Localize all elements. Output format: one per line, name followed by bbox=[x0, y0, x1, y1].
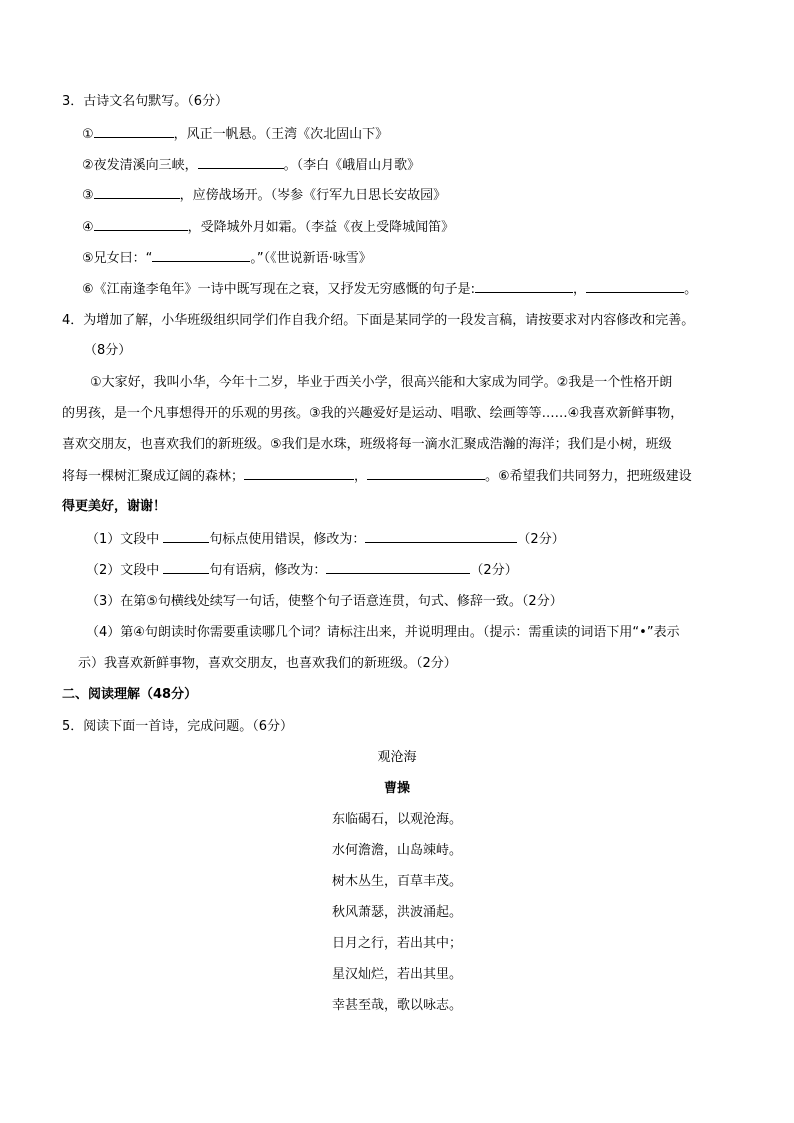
poem-title: 观沧海 bbox=[377, 750, 417, 765]
q3-heading: 3．古诗文名句默写。（6分） bbox=[62, 94, 229, 109]
q3-item-1 bbox=[82, 125, 388, 144]
answer-blank[interactable] bbox=[326, 561, 470, 574]
q3-item-2-pre: ②夜发清溪向三峡， bbox=[82, 158, 198, 173]
answer-blank[interactable] bbox=[163, 561, 209, 574]
answer-blank[interactable] bbox=[94, 186, 180, 199]
q3-item-5-pre: ⑤兄女曰：“ bbox=[82, 251, 153, 266]
poem-line: 水何澹澹，山岛竦峙。 bbox=[331, 843, 462, 858]
q3-item-6 bbox=[82, 280, 697, 299]
answer-blank[interactable] bbox=[586, 280, 684, 293]
q4-sub-4-cont: 示）我喜欢新鲜事物，喜欢交朋友，也喜欢我们的新班级。（2分） bbox=[78, 656, 457, 671]
q4-sub-4: （4）第④句朗读时你需要重读哪几个词？请标注出来，并说明理由。（提示：需重读的词语下用“•”表示 bbox=[86, 625, 680, 640]
section-heading: 二、阅读理解（48分） bbox=[62, 687, 198, 702]
q3-item-6-post: 。 bbox=[684, 282, 698, 297]
q3-item-2-post: 。（李白《峨眉山月歌》 bbox=[283, 158, 421, 173]
q4-para-line-5: 得更美好，谢谢！ bbox=[62, 499, 167, 514]
q4-para-line-2: 的男孩，是一个凡事想得开的乐观的男孩。③我的兴趣爱好是运动、唱歌、绘画等等……④我喜欢新鲜事物， bbox=[62, 406, 684, 421]
q3-item-3-pre: ③ bbox=[82, 188, 94, 203]
q3-item-5 bbox=[82, 249, 372, 268]
q3-item-6-pre: ⑥《江南逢李龟年》一诗中既写现在之衰，又抒发无穷感慨的句子是: bbox=[82, 282, 476, 297]
q3-item-6-mid: ， bbox=[573, 282, 587, 297]
q4-sub-1 bbox=[86, 530, 565, 549]
poem-line: 幸甚至哉，歌以咏志。 bbox=[331, 998, 462, 1013]
q3-item-3 bbox=[82, 186, 446, 205]
q4-para-4b: ， bbox=[354, 469, 368, 484]
poem-line: 树木丛生，百草丰茂。 bbox=[331, 874, 462, 889]
q4-para-4a: 将每一棵树汇聚成辽阔的森林； bbox=[62, 469, 245, 484]
answer-blank[interactable] bbox=[163, 530, 209, 543]
q4-para-4c: 。⑥希望我们共同努力，把班级建设 bbox=[485, 469, 692, 484]
answer-blank[interactable] bbox=[152, 249, 250, 262]
poem-author: 曹操 bbox=[383, 781, 410, 796]
q3-item-3-post: ，应傍战场开。（岑参《行军九日思长安故园》 bbox=[179, 188, 447, 203]
answer-blank[interactable] bbox=[94, 218, 188, 231]
q3-item-5-post: 。”（《世说新语·咏雪》 bbox=[250, 251, 372, 266]
poem-line: 秋风萧瑟，洪波涌起。 bbox=[331, 905, 462, 920]
answer-blank[interactable] bbox=[198, 156, 284, 169]
poem-line: 星汉灿烂，若出其里。 bbox=[331, 967, 462, 982]
q5-heading: 5．阅读下面一首诗，完成问题。（6分） bbox=[62, 719, 294, 734]
q3-item-1-pre: ① bbox=[82, 127, 94, 142]
q4-sub-2a: （2）文段中 bbox=[86, 563, 164, 578]
q4-sub-2c: （2分） bbox=[470, 563, 518, 578]
answer-blank[interactable] bbox=[475, 280, 573, 293]
answer-blank[interactable] bbox=[365, 530, 517, 543]
q4-sub-1c: （2分） bbox=[517, 532, 565, 547]
q4-score: （8分） bbox=[84, 343, 132, 358]
q4-sub-1a: （1）文段中 bbox=[86, 532, 164, 547]
poem-line: 日月之行，若出其中； bbox=[331, 936, 462, 951]
q3-item-4-pre: ④ bbox=[82, 220, 94, 235]
q3-item-4 bbox=[82, 218, 454, 237]
q3-item-1-post: ，风正一帆悬。（王湾《次北固山下》 bbox=[173, 127, 389, 142]
poem-line: 东临碣石，以观沧海。 bbox=[331, 812, 462, 827]
q4-para-line-3: 喜欢交朋友，也喜欢我们的新班级。⑤我们是水珠，班级将每一滴水汇聚成浩瀚的海洋；我们是小树，班级 bbox=[62, 437, 672, 452]
answer-blank[interactable] bbox=[367, 467, 485, 480]
q3-item-4-post: ，受降城外月如霜。（李益《夜上受降城闻笛》 bbox=[187, 220, 455, 235]
answer-blank[interactable] bbox=[94, 125, 174, 138]
q4-sub-2b: 句有语病，修改为： bbox=[209, 563, 327, 578]
q4-sub-1b: 句标点使用错误，修改为： bbox=[209, 532, 366, 547]
q4-para-line-4 bbox=[62, 467, 692, 486]
answer-blank[interactable] bbox=[244, 467, 354, 480]
q4-sub-2 bbox=[86, 561, 518, 580]
q4-sub-3: （3）在第⑤句横线处续写一句话，使整个句子语意连贯，句式、修辞一致。（2分） bbox=[86, 594, 563, 609]
q4-heading: 4．为增加了解，小华班级组织同学们作自我介绍。下面是某同学的一段发言稿，请按要求对内容修改和完善。 bbox=[62, 313, 695, 328]
q3-item-2 bbox=[82, 156, 420, 175]
q4-para-line-1: ①大家好，我叫小华，今年十二岁，毕业于西关小学，很高兴能和大家成为同学。②我是一个性格开朗 bbox=[90, 375, 673, 390]
